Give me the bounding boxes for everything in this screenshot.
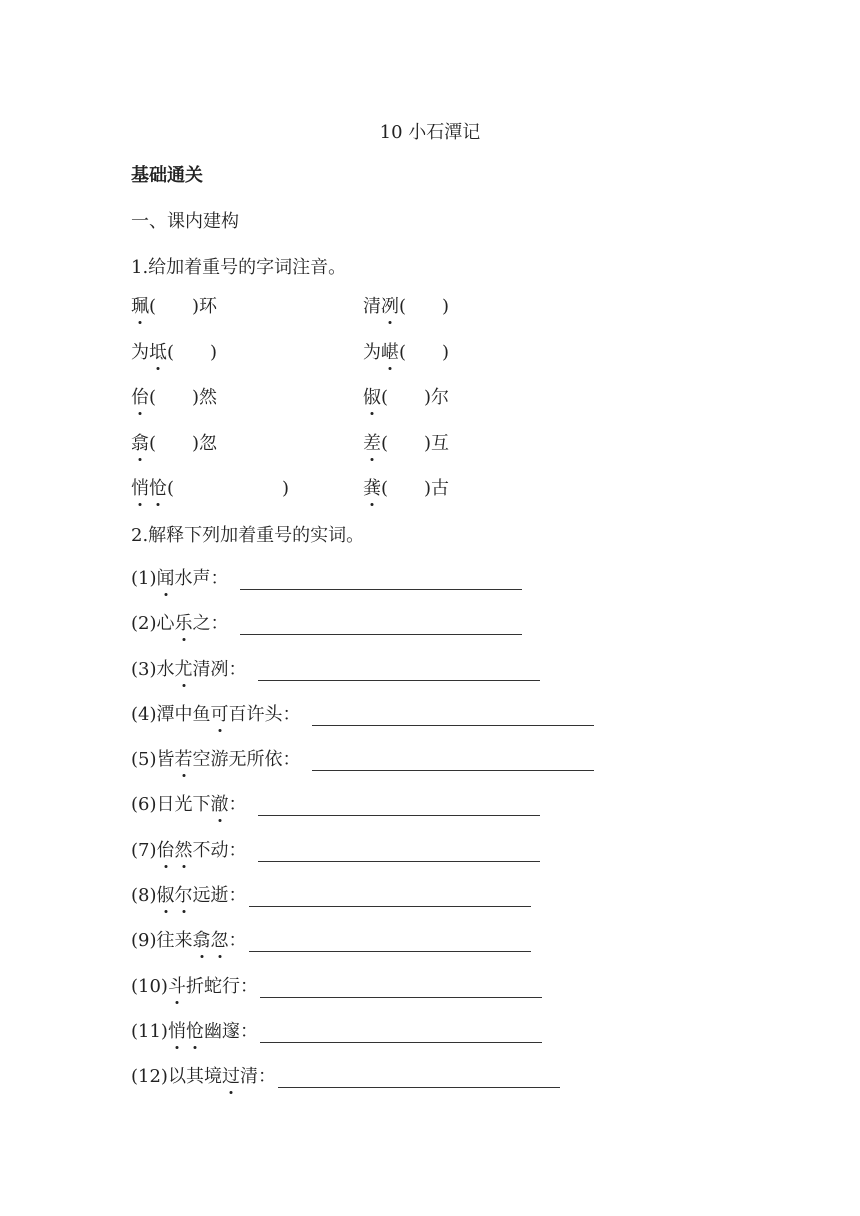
emphasized-char: 尤 [175, 655, 193, 681]
emphasized-char: 翕 [131, 429, 149, 455]
answer-line[interactable] [258, 660, 540, 681]
item-text: (12)以其境 [131, 1066, 222, 1088]
emphasized-char: 嵁 [381, 338, 399, 364]
item-text: (10) [131, 975, 168, 997]
emphasized-char: 可 [211, 700, 229, 726]
part-heading: 一、课内建构 [131, 211, 239, 232]
item-text: 为 [363, 341, 381, 363]
item-text: (8) [131, 885, 157, 907]
answer-blank: ( )然 [149, 387, 218, 408]
emphasized-char: 尔 [175, 881, 193, 907]
answer-blank: ( )互 [381, 432, 450, 454]
answer-line[interactable] [240, 614, 522, 635]
answer-blank: ( ) [167, 478, 290, 499]
emphasized-char: 翕 [193, 926, 211, 952]
question-1-prompt: 1.给加着重号的字词注音。 [131, 257, 347, 278]
emphasized-char: 佁 [131, 383, 149, 409]
emphasized-char: 差 [363, 429, 381, 455]
item-text: (2)心 [131, 613, 175, 635]
emphasized-char: 悄 [131, 474, 149, 500]
item-text: (11) [131, 1020, 168, 1042]
definition-item [131, 926, 594, 971]
pinyin-item[interactable] [363, 383, 449, 409]
emphasized-char: 怆 [186, 1017, 204, 1043]
pinyin-item[interactable] [363, 429, 449, 455]
answer-line[interactable] [258, 795, 540, 816]
emphasized-char: 忽 [211, 926, 229, 952]
section-heading: 基础通关 [131, 165, 203, 186]
definition-item [131, 1017, 594, 1062]
answer-blank: ( )环 [149, 296, 218, 317]
emphasized-char: 澈 [211, 790, 229, 816]
definition-item [131, 655, 594, 700]
definition-item [131, 700, 594, 745]
pinyin-item[interactable] [131, 429, 217, 455]
emphasized-char: 冽 [381, 292, 399, 318]
pinyin-item[interactable] [131, 292, 217, 318]
question-2-prompt: 2.解释下列加着重号的实词。 [131, 525, 365, 546]
item-text: 百许头： [228, 703, 310, 725]
emphasized-char: 坻 [149, 338, 167, 364]
emphasized-char: 若 [175, 745, 193, 771]
emphasized-char: 怆 [149, 474, 167, 500]
definition-item [131, 972, 594, 1017]
item-text: 折蛇行： [185, 975, 258, 997]
item-text: ： [228, 930, 247, 952]
emphasized-char: 俶 [157, 881, 175, 907]
definition-item [131, 790, 594, 835]
item-text: 为 [131, 341, 149, 363]
pinyin-item[interactable] [363, 338, 449, 364]
pinyin-item[interactable] [131, 383, 217, 409]
emphasized-char: 龚 [363, 474, 381, 500]
answer-line[interactable] [249, 886, 531, 907]
definition-item [131, 609, 594, 654]
definition-item [131, 745, 594, 790]
definition-list [131, 564, 594, 1108]
answer-blank: ( ) [399, 341, 450, 363]
pinyin-item[interactable] [363, 292, 449, 318]
answer-blank: ( ) [167, 341, 218, 363]
page-title: 10 小石潭记 [379, 122, 481, 143]
answer-line[interactable] [278, 1067, 560, 1088]
pinyin-item[interactable] [131, 474, 289, 500]
item-text: 之： [192, 613, 238, 635]
emphasized-char: 佁 [157, 836, 175, 862]
item-text: (1) [131, 568, 157, 589]
definition-item [131, 881, 594, 926]
definition-item [131, 1062, 594, 1107]
item-text: (4)潭中鱼 [131, 703, 211, 725]
definition-item [131, 564, 594, 609]
item-text: (3)水 [131, 658, 175, 680]
emphasized-char: 俶 [363, 383, 381, 409]
pinyin-item[interactable] [131, 338, 217, 364]
answer-blank: ( )忽 [149, 432, 218, 454]
answer-line[interactable] [249, 931, 531, 952]
emphasized-char: 过 [222, 1062, 240, 1088]
item-text: 不动： [192, 839, 256, 861]
item-text: 清 [363, 296, 381, 317]
emphasized-char: 悄 [168, 1017, 186, 1043]
item-text: (7) [131, 839, 157, 861]
emphasized-char: 乐 [175, 609, 193, 635]
item-text: 清： [239, 1066, 276, 1088]
answer-line[interactable] [260, 1022, 542, 1043]
answer-line[interactable] [258, 841, 540, 862]
item-text: ： [228, 794, 256, 816]
item-text: 清冽： [192, 658, 256, 680]
emphasized-char: 闻 [157, 564, 175, 590]
answer-line[interactable] [312, 750, 594, 771]
item-text: 幽邃： [203, 1020, 258, 1042]
emphasized-char: 珮 [131, 292, 149, 318]
answer-blank: ( )尔 [381, 387, 450, 408]
answer-blank: ( ) [399, 296, 450, 317]
answer-line[interactable] [240, 569, 522, 590]
answer-line[interactable] [312, 705, 594, 726]
item-text: 远逝： [192, 885, 247, 907]
emphasized-char: 然 [175, 836, 193, 862]
definition-item [131, 836, 594, 881]
emphasized-char: 斗 [168, 972, 186, 998]
pinyin-item[interactable] [363, 474, 449, 500]
item-text: (6)日光下 [131, 794, 211, 816]
item-text: 空游无所依： [192, 749, 310, 771]
answer-line[interactable] [260, 977, 542, 998]
item-text: 水声： [174, 568, 238, 589]
answer-blank: ( )古 [381, 478, 450, 499]
item-text: (5)皆 [131, 749, 175, 771]
item-text: (9)往来 [131, 930, 193, 952]
